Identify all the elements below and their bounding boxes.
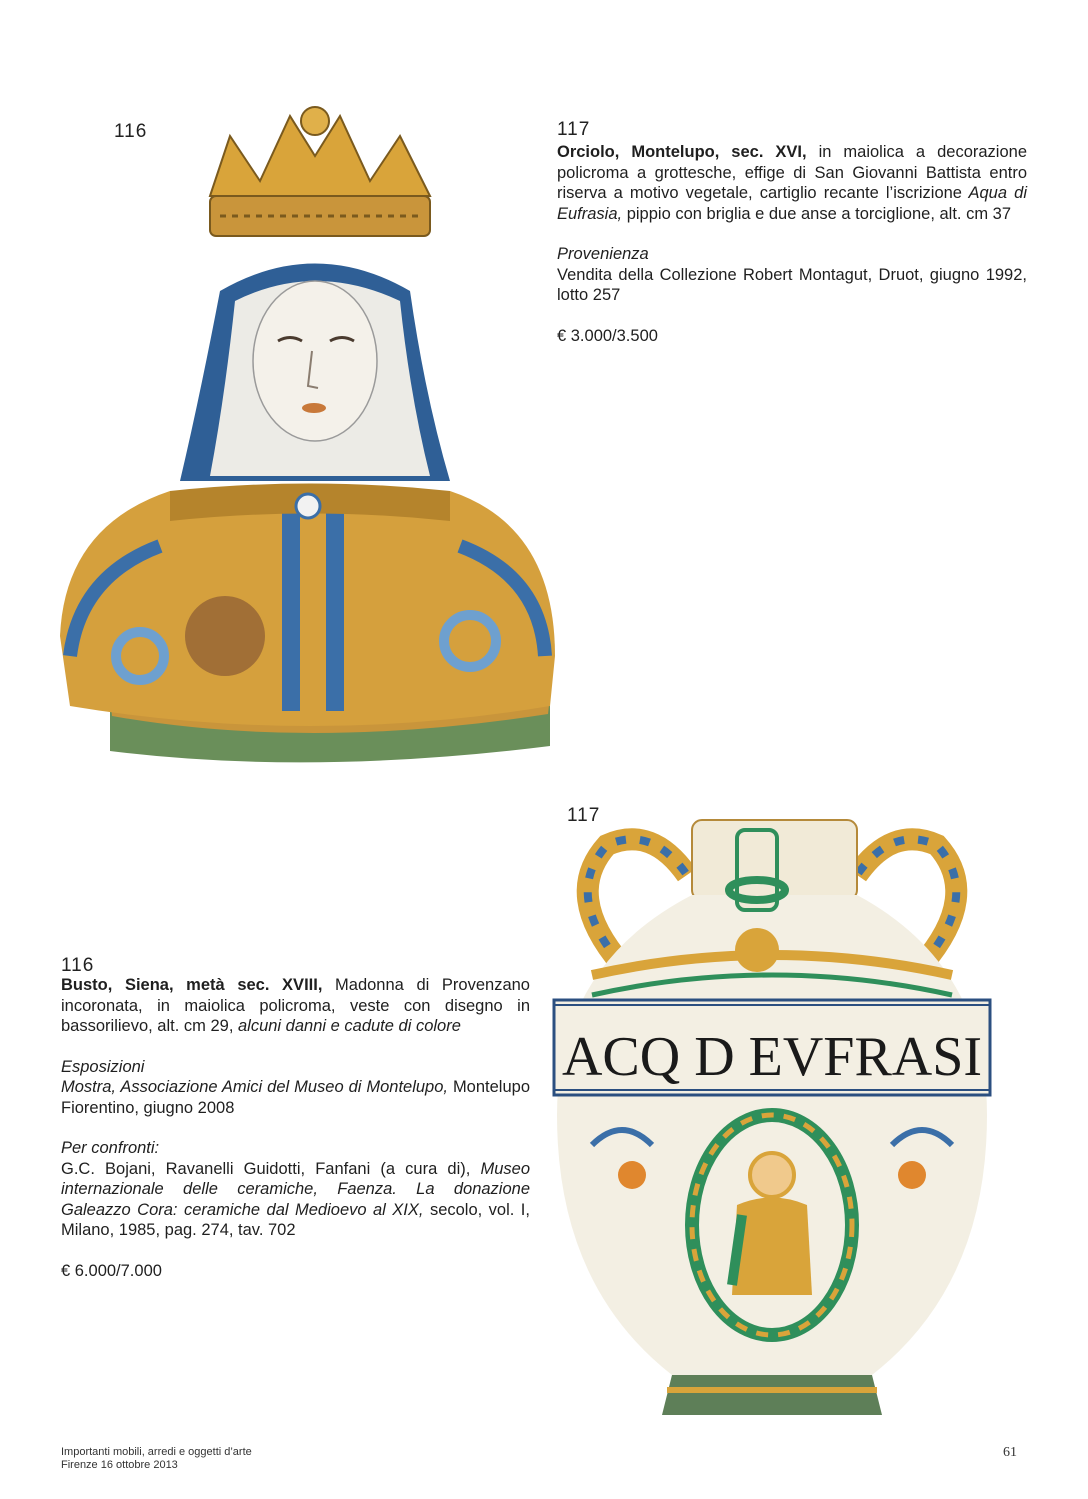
lot-116-comparisons-italic: Museo internazionale delle ceramiche, Faenza. La donazione Galeazzo Cora: ceramiche dal Medioevo al XIX, [61, 1159, 530, 1219]
lot-116-description-text: Madonna di Provenzano incoronata, in maiolica policroma, veste con disegno in bassorilievo, alt. cm 29, [61, 976, 530, 1035]
lot-116-comparisons-heading: Per confronti: [61, 1139, 160, 1157]
lot-117-provenance-heading: Provenienza [557, 245, 649, 263]
lot-116-exhibitions-text: Montelupo Fiorentino, giugno 2008 [61, 1078, 530, 1117]
lot-116-comparisons-text-1: G.C. Bojani, Ravanelli Guidotti, Fanfani (a cura di), [61, 1159, 471, 1178]
lot-116-exhibitions-italic: Mostra, Associazione Amici del Museo di Montelupo, [61, 1078, 448, 1096]
lot-116-description-italic: alcuni danni e cadute di colore [233, 1017, 461, 1035]
lot-116-exhibitions-heading: Esposizioni [61, 1057, 145, 1076]
footer-catalog-info [61, 1446, 252, 1472]
lot-117-number-top: 117 [557, 119, 591, 140]
lot-116-text [61, 975, 530, 1301]
lot-117-description [557, 142, 1027, 224]
lot-117-description-italic: Aqua di Eufrasia, [557, 184, 1027, 223]
jar-inscription: ACQ D EVFRASI [561, 1026, 983, 1088]
page-number: 61 [1003, 1445, 1017, 1460]
footer-date: Firenze 16 ottobre 2013 [61, 1459, 178, 1471]
lot-116-price: € 6.000/7.000 [61, 1261, 162, 1280]
lot-117-provenance-text: Vendita della Collezione Robert Montagut, Druot, giugno 1992, lotto 257 [557, 265, 1027, 304]
lot-117-text [557, 142, 1027, 366]
lot-117-number-image: 117 [567, 805, 601, 826]
lot-116-description [61, 975, 530, 1037]
footer-title: Importanti mobili, arredi e oggetti d’arte [61, 1446, 252, 1458]
lot-116-number-bottom: 116 [61, 955, 95, 976]
lot-116-exhibitions [61, 1057, 530, 1119]
lot-117-title: Orciolo, Montelupo, sec. XVI, [557, 143, 807, 161]
lot-117-description-end: pippio con briglia e due anse a torciglione, alt. cm 37 [622, 204, 1012, 223]
lot-116-comparisons-text-2: secolo, vol. I, Milano, 1985, pag. 274, tav. 702 [61, 1200, 530, 1239]
bust-image [50, 96, 565, 776]
lot-116-title: Busto, Siena, metà sec. XVIII, [61, 976, 323, 994]
lot-116-number-top: 116 [114, 121, 148, 142]
lot-117-description-text: in maiolica a decorazione policroma a grottesche, effige di San Giovanni Battista entro riserva a motivo vegetale, cartiglio recante l’iscrizione [557, 143, 1027, 202]
lot-117-provenance [557, 244, 1027, 306]
lot-117-price: € 3.000/3.500 [557, 326, 658, 345]
jar-image [552, 815, 992, 1425]
lot-116-comparisons [61, 1138, 530, 1241]
